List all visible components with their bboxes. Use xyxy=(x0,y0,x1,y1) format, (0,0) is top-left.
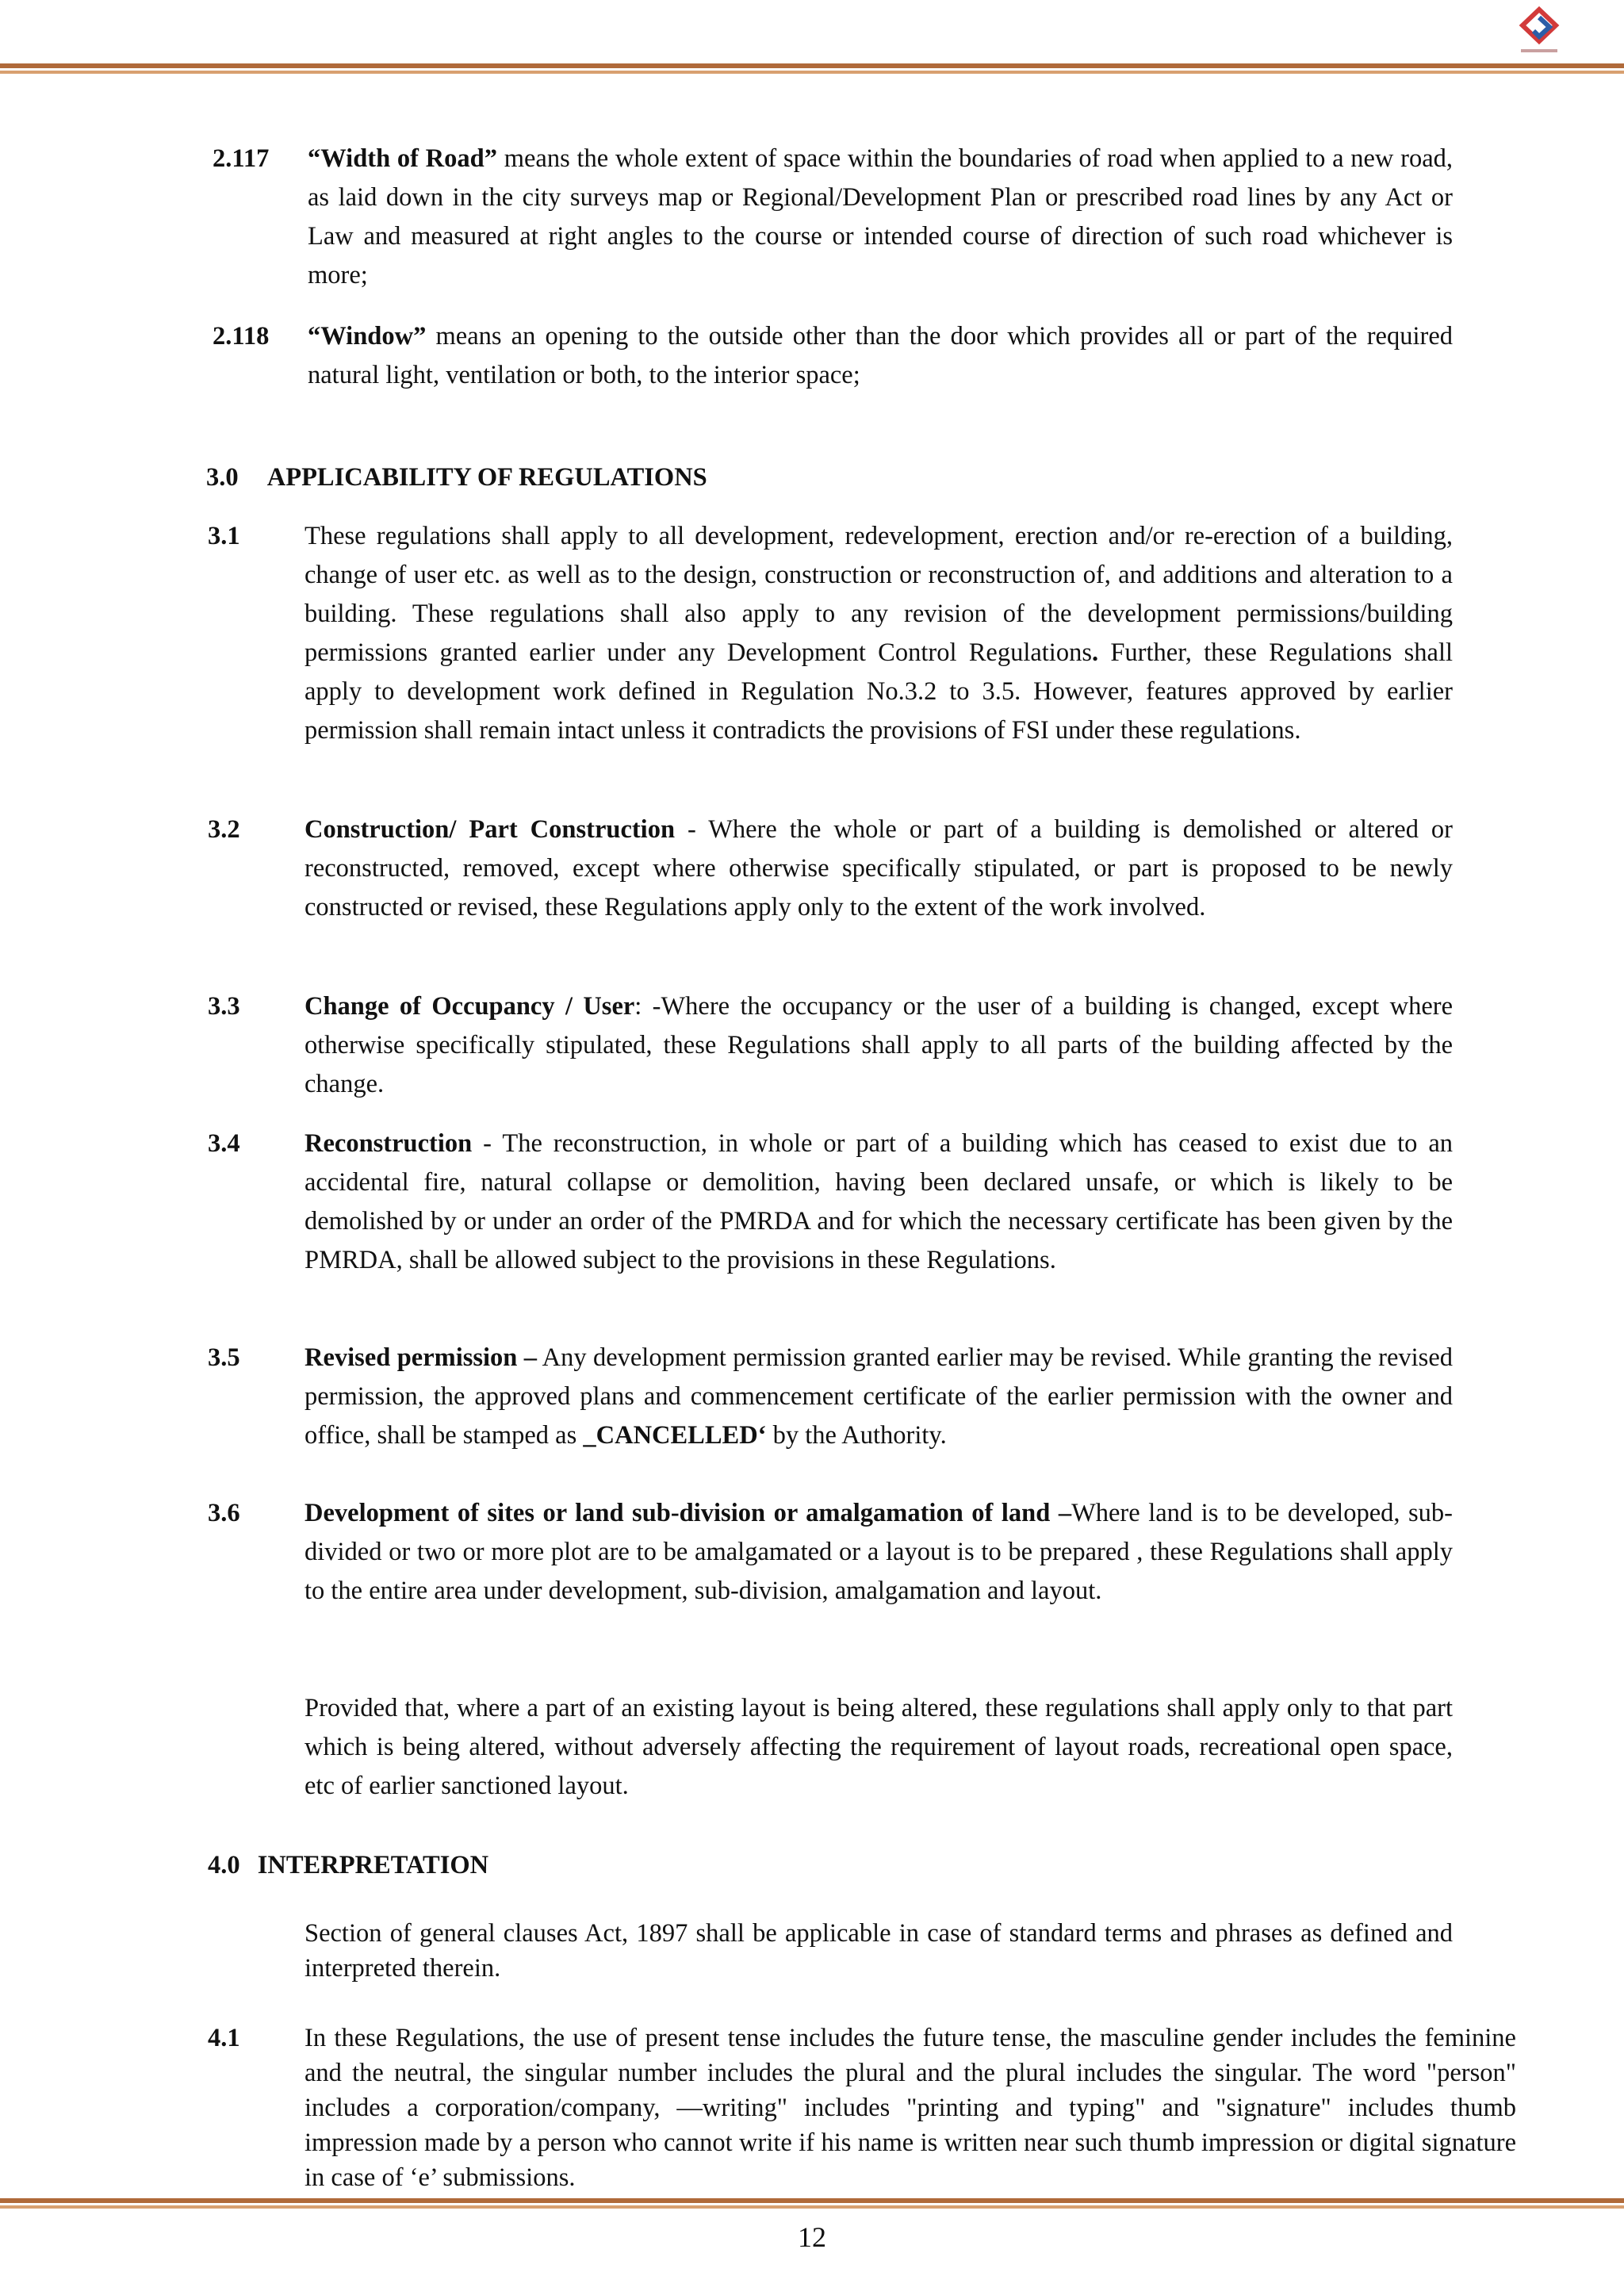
heading-title: APPLICABILITY OF REGULATIONS xyxy=(266,463,707,492)
section-number: 3.1 xyxy=(208,522,240,550)
defined-term: “Window” xyxy=(308,322,427,351)
cancelled-stamp-text: _CANCELLED‘ xyxy=(583,1421,767,1450)
section-number: 3.3 xyxy=(208,992,240,1021)
section-text: “Window” means an opening to the outside other than the door which provides all or part of the required natural light, ventilation or both, to the interior space; xyxy=(308,322,1453,389)
defined-term: Development of sites or land sub-division or amalgamation of land – xyxy=(304,1499,1072,1527)
section-text: In these Regulations, the use of present tense includes the future tense, the masculine gender includes the feminine and the neutral, the singular number includes the plural and the plural includes the singular. The word "person" includes a corporation/company, ―writing" includes "printing and typing" and "signature" includes thumb impression made by a person who cannot write if his name is written near such thumb impression or digital signature in case of ‘e’ submissions. xyxy=(304,2024,1516,2192)
section-number: 3.4 xyxy=(208,1129,240,1158)
page-number: 12 xyxy=(798,2221,826,2253)
section-text: Revised permission – Any development permission granted earlier may be revised. While granting the revised permission, the approved plans and commencement certificate of the earlier permission with the owner and office, shall be stamped as _CANCELLED‘ by the Authority. xyxy=(304,1343,1453,1450)
heading-number: 4.0 xyxy=(208,1851,240,1879)
section-text: These regulations shall apply to all development, redevelopment, erection and/or re-erection of a building, change of user etc. as well as to the design, construction or reconstruction of, and additions and alteration to a building. These regulations shall also apply to any revision of the development permissions/building permissions granted earlier under any Development Control Regulations. Further, these Regulations shall apply to development work defined in Regulation No.3.2 to 3.5. However, features approved by earlier permission shall remain intact unless it contradicts the provisions of FSI under these regulations. xyxy=(304,522,1453,745)
heading-title: INTERPRETATION xyxy=(257,1851,489,1879)
defined-term: “Width of Road” xyxy=(308,144,497,173)
section-number: 4.1 xyxy=(208,2024,240,2052)
section-text: Change of Occupancy / User: -Where the occupancy or the user of a building is changed, except where otherwise specifically stipulated, these Regulations shall apply to all parts of the building affected by the change. xyxy=(304,992,1453,1098)
section-number: 3.6 xyxy=(208,1499,240,1527)
heading-4-0 xyxy=(208,1846,488,1885)
header-rule xyxy=(0,63,1624,74)
proviso-text: Provided that, where a part of an existing layout is being altered, these regulations shall apply only to that part which is being altered, without adversely affecting the requirement of layout roads, recreational open space, etc of earlier sanctioned layout. xyxy=(304,1694,1453,1800)
section-number: 3.2 xyxy=(208,815,240,844)
defined-term: Revised permission – xyxy=(304,1343,538,1372)
interpretation-text: Section of general clauses Act, 1897 shall be applicable in case of standard terms and phrases as defined and interpreted therein. xyxy=(304,1919,1453,1983)
defined-term: Reconstruction xyxy=(304,1129,473,1158)
section-text: Development of sites or land sub-division or amalgamation of land –Where land is to be developed, sub-divided or two or more plot are to be amalgamated or a layout is to be prepared , these Regulations shall apply to the entire area under development, sub-division, amalgamation and layout. xyxy=(304,1499,1453,1605)
footer-rule xyxy=(0,2198,1624,2209)
defined-term: Change of Occupancy / User xyxy=(304,992,635,1021)
section-number: 2.117 xyxy=(213,144,270,173)
section-text: Construction/ Part Construction - Where the whole or part of a building is demolished or altered or reconstructed, removed, except where otherwise specifically stipulated, or part is proposed to be newly constructed or revised, these Regulations apply only to the extent of the work involved. xyxy=(304,815,1453,921)
heading-number: 3.0 xyxy=(206,463,239,492)
section-number: 2.118 xyxy=(213,322,270,351)
defined-term: Construction/ Part Construction xyxy=(304,815,676,844)
section-text: Reconstruction - The reconstruction, in whole or part of a building which has ceased to exist due to an accidental fire, natural collapse or demolition, having been declared unsafe, or which is likely to be demolished by or under an order of the PMRDA and for which the necessary certificate has been given by the PMRDA, shall be allowed subject to the provisions in these Regulations. xyxy=(304,1129,1453,1274)
pmrda-logo xyxy=(1511,6,1567,59)
section-text: “Width of Road” means the whole extent of space within the boundaries of road when applied to a new road, as laid down in the city surveys map or Regional/Development Plan or prescribed road lines by any Act or Law and measured at right angles to the course or intended course of direction of such road whichever is more; xyxy=(308,144,1453,289)
section-number: 3.5 xyxy=(208,1343,240,1372)
heading-3-0 xyxy=(206,458,707,497)
